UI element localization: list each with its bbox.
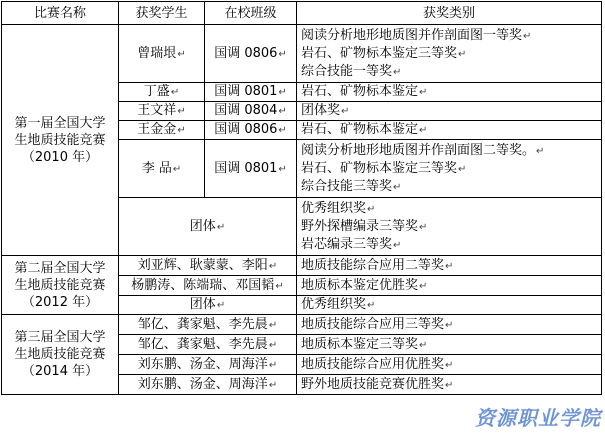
award-cell: 地质技能综合应用三等奖↵: [297, 315, 602, 335]
team-cell: 团体↵: [119, 198, 297, 256]
header-competition: 比赛名称: [2, 2, 119, 25]
student-name: 刘东鹏、汤金、周海洋: [137, 356, 268, 372]
award-text: 岩石、矿物标本鉴定: [301, 84, 419, 99]
student-name: 邹亿、龚家魁、李先晨: [137, 336, 268, 352]
award-cell: 地质标本鉴定三等奖↵: [297, 335, 602, 355]
award-text: 阅读分析地形地质图并作剖面图二等奖。: [301, 142, 536, 158]
team-label: 团体: [189, 297, 216, 312]
award-cell: 岩石、矿物标本鉴定↵: [297, 83, 602, 102]
competition-cell-3: [2, 315, 119, 395]
award-cell: 优秀组织奖↵ 野外探槽编录三等奖↵ 岩芯编录三等奖↵: [297, 198, 602, 256]
class-cell: 国调 0801↵: [205, 140, 297, 198]
award-text: 优秀组织奖: [301, 200, 367, 216]
class-name: 国调 0804: [214, 103, 278, 118]
student-cell: 王文祥↵: [119, 102, 205, 121]
student-cell: 王金金↵: [119, 121, 205, 140]
award-text: 岩石、矿物标本鉴定三等奖: [301, 45, 458, 61]
watermark-logo: 资源职业学院: [475, 406, 601, 430]
student-name: 邹亿、龚家魁、李先晨: [137, 316, 268, 332]
student-cell: 刘东鹏、汤金、周海洋↵: [119, 355, 297, 375]
student-name: 曾瑞垠: [137, 45, 177, 61]
award-text: 阅读分析地形地质图并作剖面图一等奖: [301, 27, 523, 43]
student-name: 刘亚辉、耿蒙蒙、李阳: [137, 257, 268, 273]
competition-year: （2014 年）: [21, 364, 99, 379]
competition-year: （2010 年）: [21, 149, 99, 165]
award-cell: 阅读分析地形地质图并作剖面图一等奖↵ 岩石、矿物标本鉴定三等奖↵ 综合技能一等奖↵: [297, 25, 602, 83]
award-text: 岩石、矿物标本鉴定三等奖: [301, 160, 458, 176]
table-row: [2, 315, 602, 335]
class-cell: 国调 0806↵: [205, 25, 297, 83]
competition-name-line: 生地质技能竞赛: [14, 277, 106, 293]
competition-name-line: 生地质技能竞赛: [14, 132, 106, 148]
award-cell: 地质技能综合应用优胜奖↵: [297, 355, 602, 375]
award-cell: 团体奖↵: [297, 102, 602, 121]
award-text: 地质技能综合应用优胜奖: [301, 356, 445, 372]
awards-table: [1, 1, 602, 395]
award-text: 地质技能综合应用二等奖: [301, 257, 445, 273]
student-cell: 曾瑞垠↵: [119, 25, 205, 83]
award-text: 岩芯编录三等奖: [301, 236, 393, 252]
class-cell: 国调 0806↵: [205, 121, 297, 140]
award-cell: 阅读分析地形地质图并作剖面图二等奖。↵ 岩石、矿物标本鉴定三等奖↵ 综合技能三等奖↵: [297, 140, 602, 198]
student-name: 王金金: [137, 122, 177, 137]
competition-cell-1: [2, 25, 119, 256]
award-text: 地质标本鉴定优胜奖: [301, 277, 419, 293]
header-class: 在校班级: [205, 2, 297, 25]
student-name: 王文祥: [137, 103, 177, 118]
class-name: 国调 0806: [214, 122, 278, 137]
student-cell: 刘东鹏、汤金、周海洋↵: [119, 375, 297, 395]
competition-name-line: 生地质技能竞赛: [14, 347, 106, 362]
class-name: 国调 0801: [214, 84, 278, 99]
class-name: 国调 0806: [214, 45, 278, 61]
award-cell: 岩石、矿物标本鉴定↵: [297, 121, 602, 140]
competition-name-line: 第二届全国大学: [14, 260, 106, 276]
competition-year: （2012 年）: [21, 294, 99, 310]
team-label: 团体: [189, 218, 216, 234]
student-cell: 丁盛↵: [119, 83, 205, 102]
award-text: 优秀组织奖: [301, 297, 367, 312]
award-text: 地质标本鉴定三等奖: [301, 336, 419, 352]
header-student: 获奖学生: [119, 2, 205, 25]
competition-name-line: 第一届全国大学: [14, 115, 106, 131]
table-row: [2, 256, 602, 276]
student-name: 刘东鹏、汤金、周海洋: [137, 376, 268, 392]
student-cell: 刘亚辉、耿蒙蒙、李阳↵: [119, 256, 297, 276]
award-cell: 优秀组织奖↵: [297, 296, 602, 315]
award-cell: 地质技能综合应用二等奖↵: [297, 256, 602, 276]
student-name: 丁盛: [143, 84, 170, 99]
class-name: 国调 0801: [214, 160, 278, 176]
award-text: 野外探槽编录三等奖: [301, 218, 419, 234]
student-name: 杨鹏涛、陈端瑞、邓国韬: [131, 277, 275, 293]
award-cell: 野外地质技能竞赛优胜奖↵: [297, 375, 602, 395]
award-text: 岩石、矿物标本鉴定: [301, 122, 419, 137]
class-cell: 国调 0804↵: [205, 102, 297, 121]
award-text: 综合技能三等奖: [301, 178, 393, 194]
header-award-category: 获奖类别: [297, 2, 602, 25]
award-cell: 地质标本鉴定优胜奖↵: [297, 276, 602, 296]
student-cell: 邹亿、龚家魁、李先晨↵: [119, 315, 297, 335]
award-text: 综合技能一等奖: [301, 63, 393, 79]
award-text: 野外地质技能竞赛优胜奖: [301, 376, 445, 392]
team-cell: 团体↵: [119, 296, 297, 315]
award-text: 地质技能综合应用三等奖: [301, 316, 445, 332]
award-text: 团体奖: [301, 103, 341, 118]
class-cell: 国调 0801↵: [205, 83, 297, 102]
table-row: [2, 25, 602, 83]
student-cell: 邹亿、龚家魁、李先晨↵: [119, 335, 297, 355]
student-cell: 杨鹏涛、陈端瑞、邓国韬↵: [119, 276, 297, 296]
competition-cell-2: [2, 256, 119, 315]
student-cell: 李 品↵: [119, 140, 205, 198]
header-row: [2, 2, 602, 25]
competition-name-line: 第三届全国大学: [14, 330, 106, 345]
student-name: 李 品: [141, 160, 172, 176]
